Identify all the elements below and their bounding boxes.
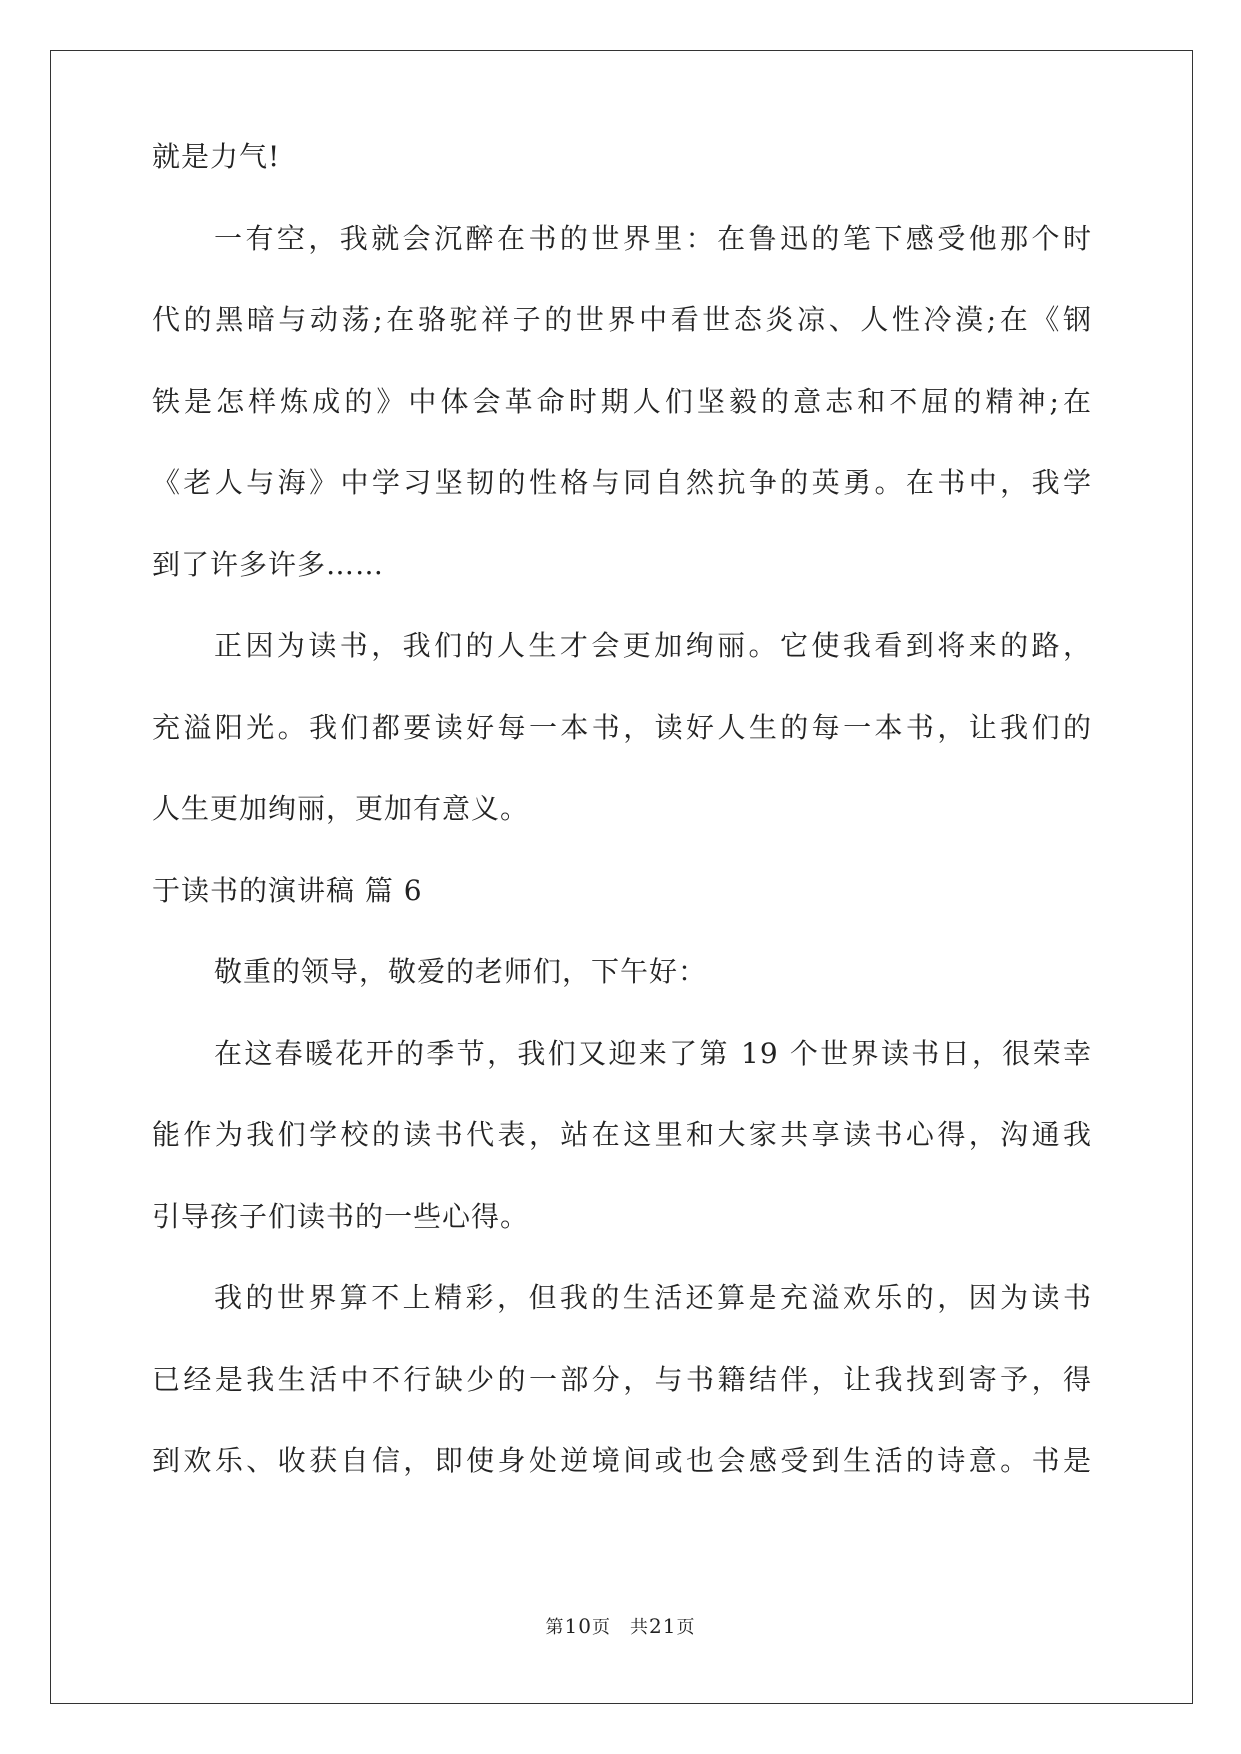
page-number-prefix: 第 bbox=[545, 1617, 565, 1638]
section-heading: 于读书的演讲稿 篇 6 bbox=[152, 873, 423, 907]
text-line: 就是力气! bbox=[152, 140, 281, 173]
text-line: 已经是我生活中不行缺少的一部分，与书籍结伴，让我找到寄予，得 bbox=[152, 1362, 1092, 1396]
page-footer bbox=[0, 1614, 1241, 1640]
page-number-mid: 页 共 bbox=[592, 1617, 649, 1638]
text-line: 人生更加绚丽，更加有意义。 bbox=[152, 792, 530, 825]
text-line: 到了许多许多…… bbox=[152, 547, 385, 581]
text-line: 我的世界算不上精彩，但我的生活还算是充溢欢乐的，因为读书 bbox=[214, 1281, 1092, 1314]
text-line: 正因为读书，我们的人生才会更加绚丽。它使我看到将来的路， bbox=[214, 629, 1092, 662]
text-line: 到欢乐、收获自信，即使身处逆境间或也会感受到生活的诗意。书是 bbox=[152, 1444, 1092, 1477]
text-line: 在这春暖花开的季节，我们又迎来了第 19 个世界读书日，很荣幸 bbox=[214, 1036, 1092, 1070]
text-line: 代的黑暗与动荡;在骆驼祥子的世界中看世态炎凉、人性冷漠;在《钢 bbox=[152, 303, 1092, 336]
text-line: 引导孩子们读书的一些心得。 bbox=[152, 1199, 530, 1233]
text-line: 《老人与海》中学习坚韧的性格与同自然抗争的英勇。在书中，我学 bbox=[152, 466, 1092, 499]
text-line: 一有空，我就会沉醉在书的世界里：在鲁迅的笔下感受他那个时 bbox=[214, 221, 1092, 255]
page-number-total: 21 bbox=[649, 1614, 677, 1638]
text-line: 充溢阳光。我们都要读好每一本书，读好人生的每一本书，让我们的 bbox=[152, 710, 1092, 744]
text-line: 敬重的领导，敬爱的老师们，下午好： bbox=[214, 955, 708, 988]
text-line: 铁是怎样炼成的》中体会革命时期人们坚毅的意志和不屈的精神;在 bbox=[152, 384, 1092, 418]
page-number-current: 10 bbox=[564, 1614, 592, 1638]
page-number-suffix: 页 bbox=[676, 1617, 696, 1638]
text-line: 能作为我们学校的读书代表，站在这里和大家共享读书心得，沟通我 bbox=[152, 1118, 1092, 1151]
document-body bbox=[152, 140, 1092, 1502]
